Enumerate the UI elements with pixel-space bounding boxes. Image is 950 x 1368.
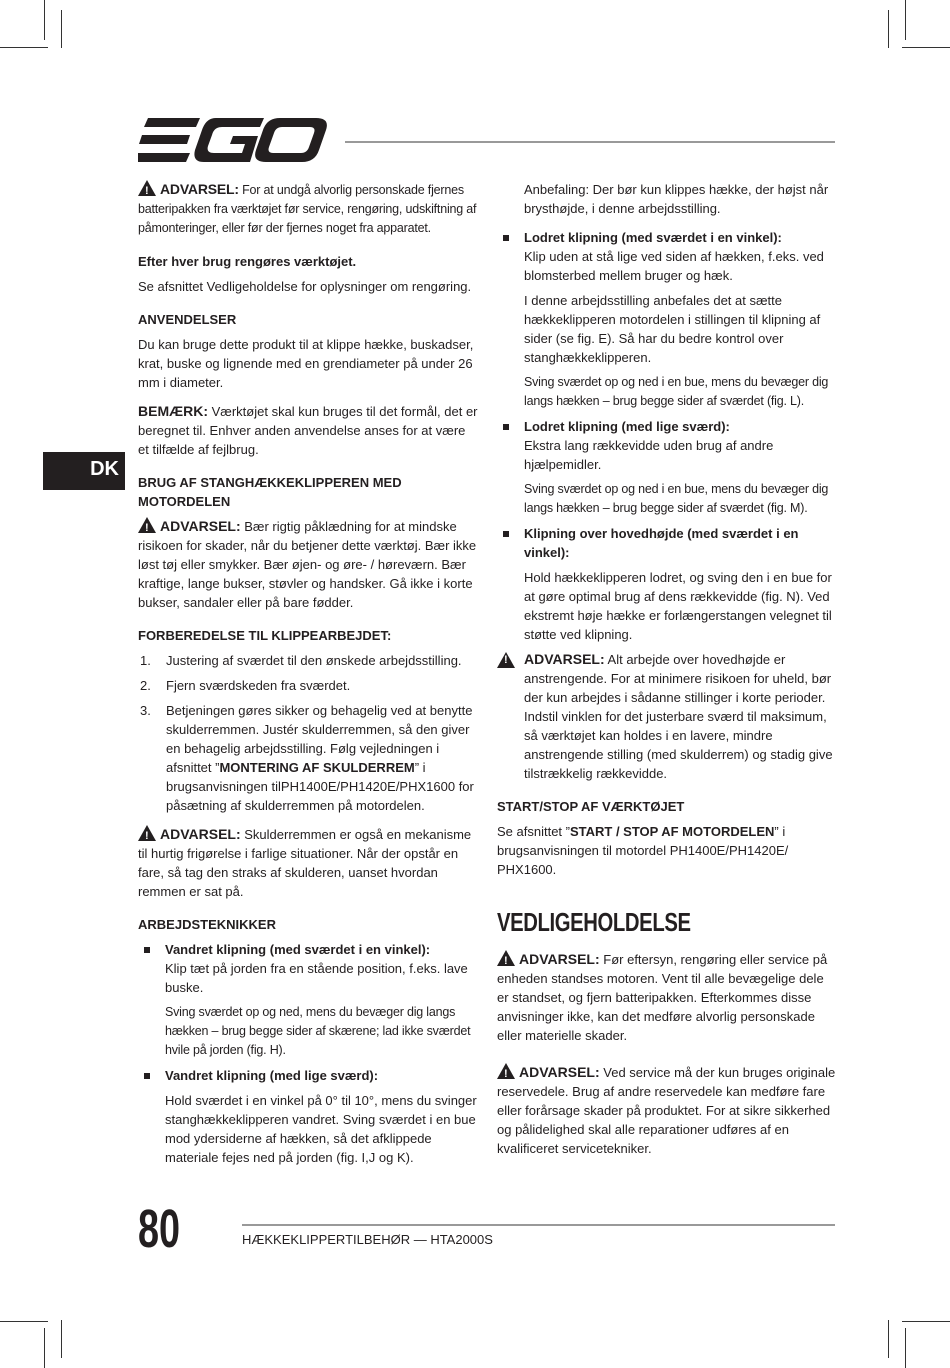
bullet-icon — [144, 1073, 150, 1079]
list-text: Fjern sværdskeden fra sværdet. — [166, 678, 351, 693]
list-number: 1. — [140, 653, 151, 668]
bullet-subtext: Sving sværdet op og ned i en bue, mens du bevæger dig langs hækken – brug begge sider af sværdet (fig. L). — [524, 375, 829, 408]
warning-block — [497, 1063, 837, 1158]
warning-icon — [497, 950, 515, 966]
language-tab — [43, 452, 125, 490]
list-item — [138, 651, 478, 670]
heading-clean: Efter hver brug rengøres værktøjet. — [138, 254, 357, 269]
crop-mark — [888, 10, 889, 48]
crop-mark — [61, 10, 62, 48]
list-item — [138, 676, 478, 695]
heading-uses: ANVENDELSER — [138, 312, 237, 327]
heading-prep: FORBEREDELSE TIL KLIPPEARBEJDET: — [138, 628, 392, 643]
list-item — [138, 701, 478, 815]
bullet-icon — [144, 947, 150, 953]
list-text-bold: MONTERING AF SKULDERREM — [219, 760, 415, 775]
crop-mark — [44, 1328, 45, 1368]
section-title-maintenance: VEDLIGEHOLDELSE — [497, 907, 691, 937]
crop-mark — [0, 1321, 48, 1322]
warning-text: Ved service må der kun bruges originale reservedele. Brug af andre reservedele kan medføre fare eller forårsage skader på produktet. For at sikre sikkerhed og pålidelighed skal alle reparationer udføres af en kvalificeret servicetekniker. — [497, 1065, 836, 1156]
bullet-item — [497, 417, 837, 518]
header-rule — [345, 141, 835, 143]
right-column — [497, 180, 837, 1168]
warning-text: Bær rigtig påklædning for at mindske risikoen for skader, når du betjener dette værktøj. Bær ikke løst tøj eller smykker. Bær øjen- og øre- / høreværn. Bær kraftige, lange bukser, støvler og handsker. Gå ikke i korte bukser, sandaler eller på bare fødder. — [138, 519, 477, 610]
startstop-text-bold: START / STOP AF MOTORDELEN — [569, 824, 775, 839]
heading-techniques: ARBEJDSTEKNIKKER — [138, 917, 276, 932]
note-block — [138, 402, 478, 459]
note-label: BEMÆRK: — [138, 403, 208, 419]
list-text: Betjeningen gøres sikker og behagelig ved at benytte skulderremmen. Justér skulderremmen, så den giver en behagelig arbejdsstilling. Følg vejledningen i afsnittet ” — [166, 703, 473, 775]
crop-mark — [0, 47, 48, 48]
bullet-title: Lodret klipning (med sværdet i en vinkel): — [524, 230, 782, 245]
crop-mark — [61, 1320, 62, 1358]
list-number: 2. — [140, 678, 151, 693]
bullet-title: Klipning over hovedhøjde (med sværdet i en vinkel): — [524, 526, 799, 560]
warning-block — [138, 517, 478, 612]
bullet-icon — [503, 531, 509, 537]
bullet-text: Hold sværdet i en vinkel på 0° til 10°, mens du svinger stanghækkeklipperen vandret. Sving sværdet i en bue mod ydersiderne af hækken, så det afklippede materiale fejes ned på jorden (fig. I,J og K). — [165, 1093, 477, 1165]
startstop-text — [497, 822, 837, 879]
crop-mark — [888, 1320, 889, 1358]
footer-text: HÆKKEKLIPPERTILBEHØR — HTA2000S — [242, 1232, 493, 1247]
list-text: ” i brugsanvisningen tilPH1400E/PH1420E/PHX1600 for påsætning af skulderremmen på motordelen. — [166, 760, 474, 813]
bullet-subtext: Hold hækkeklipperen lodret, og sving den i en bue for at gøre optimal brug af dens rækkevidde (fig. N). Ved ekstremt høje hække er forlængerstangen velegnet til støtte ved klipning. — [524, 570, 832, 642]
bullet-title: Lodret klipning (med lige sværd): — [524, 419, 730, 434]
bullet-text: Klip tæt på jorden fra en stående position, f.eks. lave buske. — [165, 961, 468, 995]
warning-block — [497, 950, 837, 1045]
page-number: 80 — [138, 1199, 181, 1259]
list-number: 3. — [140, 703, 151, 718]
bullet-subtext: Sving sværdet op og ned, mens du bevæger dig langs hækken – brug begge sider af skærene; lad ikke sværdet hvile på jorden (fig. H). — [165, 1005, 471, 1057]
bullet-item — [497, 524, 837, 644]
warning-icon — [138, 517, 156, 533]
heading-usage: BRUG AF STANGHÆKKEKLIPPEREN MED MOTORDELEN — [138, 475, 402, 509]
bullet-item — [138, 1066, 478, 1167]
warning-block — [138, 825, 478, 901]
warning-icon — [497, 652, 515, 668]
ego-logo — [138, 118, 328, 162]
bullet-title: Vandret klipning (med lige sværd): — [165, 1068, 379, 1083]
warning-icon — [497, 1063, 515, 1079]
warning-label: ADVARSEL: — [519, 951, 600, 967]
crop-mark — [905, 1328, 906, 1368]
warning-text: Før eftersyn, rengøring eller service på enheden standses motoren. Vent til alle bevægelige dele er standset, og fjern batteripakken. Efterkommes disse anvisninger ikke, kan det medføre alvorlig personskade eller materielle skader. — [497, 952, 828, 1043]
warning-label: ADVARSEL: — [160, 826, 241, 842]
crop-mark — [902, 47, 950, 48]
warning-text: Alt arbejde over hovedhøjde er anstrengende. For at minimere risikoen for uheld, bør der kun arbejdes i sådanne stillinger i korte perioder. Indstil vinklen for det justerbare sværd til maksimum, så værktøjet kan holdes i en lavere, mindre anstrengende stilling (med skulderrem) og stadig give tilstrækkelig rækkevidde. — [524, 652, 833, 781]
startstop-text-a: Se afsnittet ” — [497, 824, 570, 839]
warning-label: ADVARSEL: — [519, 1064, 600, 1080]
warning-icon — [138, 825, 156, 841]
warning-label: ADVARSEL: — [524, 651, 605, 667]
warning-label: ADVARSEL: — [160, 181, 239, 197]
bullet-icon — [503, 424, 509, 430]
crop-mark — [905, 0, 906, 40]
warning-block — [138, 180, 478, 238]
clean-text: Se afsnittet Vedligeholdelse for oplysninger om rengøring. — [138, 279, 472, 294]
note-text: Værktøjet skal kun bruges til det formål, det er beregnet til. Enhver anden anvendelse anses for at være et tilfælde af fejlbrug. — [138, 404, 478, 457]
footer-rule — [242, 1224, 835, 1226]
warning-block — [497, 650, 837, 783]
warning-label: ADVARSEL: — [160, 518, 241, 534]
heading-startstop: START/STOP AF VÆRKTØJET — [497, 799, 685, 814]
warning-text: For at undgå alvorlig personskade fjernes batteripakken fra værktøjet før service, rengøring, udskiftning af påmonteringer, eller før der fjernes noget fra apparatet. — [138, 183, 477, 235]
prep-list — [138, 651, 478, 815]
left-column — [138, 180, 478, 1173]
warning-icon — [138, 180, 156, 196]
recommendation-text: Anbefaling: Der bør kun klippes hække, der højst når brysthøjde, i denne arbejdsstilling. — [524, 182, 829, 216]
crop-mark — [44, 0, 45, 40]
bullet-item — [138, 940, 478, 1060]
startstop-text-b: ” i brugsanvisningen til motordel PH1400E/PH1420E/ PHX1600. — [497, 824, 789, 877]
bullet-subtext: I denne arbejdsstilling anbefales det at sætte hækkeklipperen motordelen i stillingen til klipning af sider (se fig. E). Så har du bedre kontrol over stanghækkeklipperen. — [524, 293, 821, 365]
bullet-title: Vandret klipning (med sværdet i en vinkel): — [165, 942, 431, 957]
bullet-text: Ekstra lang rækkevidde uden brug af andre hjælpemidler. — [524, 438, 774, 472]
bullet-text: Klip uden at stå lige ved siden af hækken, f.eks. ved blomsterbed mellem bruger og hæk. — [524, 249, 824, 283]
bullet-subtext: Sving sværdet op og ned i en bue, mens du bevæger dig langs hækken – brug begge sider af sværdet (fig. M). — [524, 482, 829, 515]
bullet-item — [497, 228, 837, 411]
list-text: Justering af sværdet til den ønskede arbejdsstilling. — [166, 653, 462, 668]
language-tab-label: DK — [90, 458, 119, 480]
warning-text: Skulderremmen er også en mekanisme til hurtig frigørelse i farlige situationer. Når der opstår en fare, så tag den straks af skulderen, uanset hvordan remmen er sat på. — [138, 827, 472, 899]
crop-mark — [902, 1321, 950, 1322]
uses-text: Du kan bruge dette produkt til at klippe hække, buskadser, krat, buske og lignende med en grendiameter på under 26 mm i diameter. — [138, 337, 474, 390]
bullet-icon — [503, 235, 509, 241]
